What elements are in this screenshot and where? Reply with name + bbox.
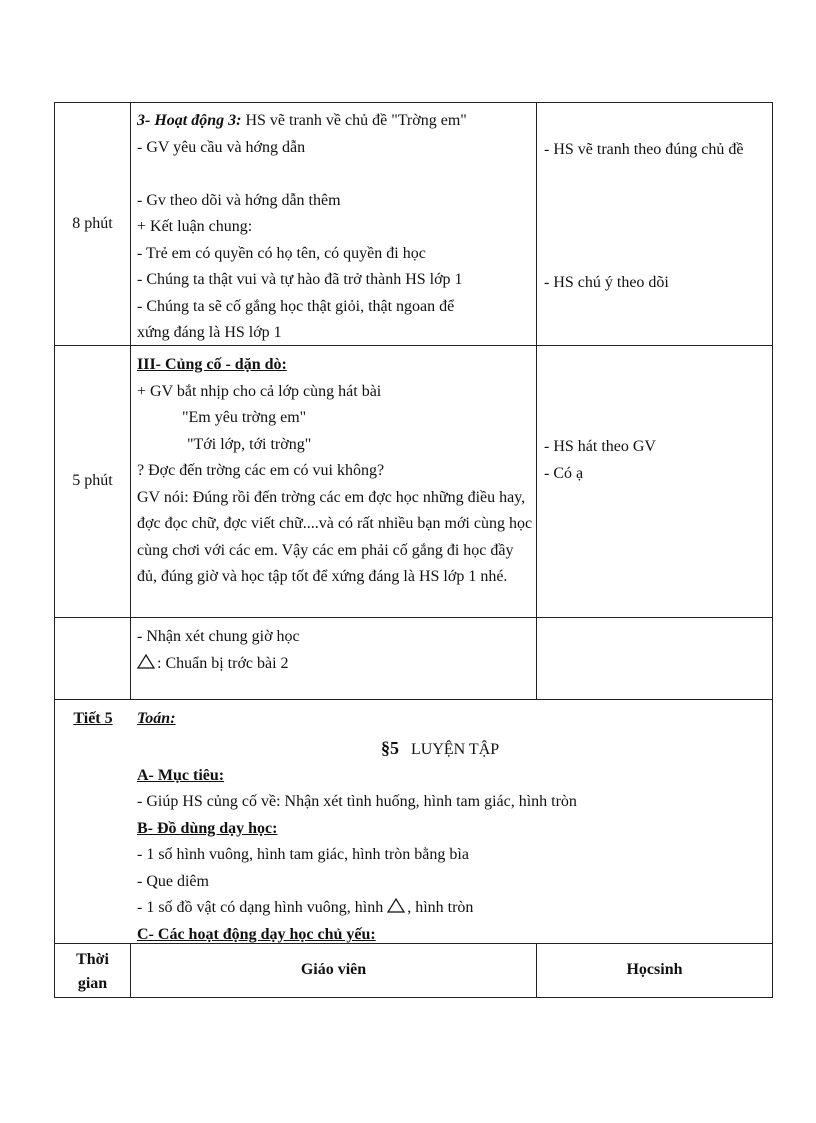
teacher-line: - Gv theo dõi và hớng dẫn thêm (137, 191, 341, 209)
section-symbol: §5 (381, 737, 399, 758)
teacher-line: + Kết luận chung: (137, 218, 253, 235)
row4-content (137, 706, 767, 943)
student-line: - HS chú ý theo dõi (544, 273, 669, 291)
teacher-line: - Chúng ta thật vui và tự hào đã trở thành HS lớp 1 (137, 271, 463, 288)
objectives-heading: A- Mục tiêu: (137, 766, 225, 784)
row2-time (55, 346, 130, 617)
rule-3 (54, 699, 773, 700)
teacher-line: ? Đợc đến trờng các em có vui không? (137, 462, 385, 479)
activities-heading: C- Các hoạt động dạy học chủ yếu: (137, 925, 376, 943)
vline-right (772, 102, 773, 997)
teacher-line: : Chuẩn bị trớc bài 2 (137, 651, 533, 678)
teacher-line: xứng đáng là HS lớp 1 (137, 324, 282, 341)
material-line: - 1 số hình vuông, hình tam giác, hình tròn bằng bìa (137, 846, 469, 863)
triangle-icon (387, 898, 405, 913)
time-label: 8 phút (72, 214, 113, 232)
triangle-icon (137, 654, 155, 669)
row1-time (55, 103, 130, 345)
row1-student (544, 137, 768, 342)
rule-bottom (54, 997, 773, 998)
rule-1 (54, 345, 773, 346)
objective-line: - Giúp HS củng cố về: Nhận xét tình huống, hình tam giác, hình tròn (137, 793, 577, 810)
lesson-title: §5 LUYỆN TẬP (381, 737, 500, 758)
section-heading: III- Củng cố - dặn dò: (137, 356, 287, 373)
vline-col2 (536, 102, 537, 699)
row2-student (544, 434, 768, 554)
materials-heading: B- Đồ dùng dạy học: (137, 819, 278, 837)
material-line: - 1 số đồ vật có dạng hình vuông, hình , hình tròn (137, 899, 474, 916)
student-line: - HS hát theo GV (544, 438, 656, 455)
activity-heading: 3- Hoạt động 3: HS vẽ tranh về chủ đề "Trờng em" (137, 112, 467, 129)
header-teacher: Giáo viên (300, 961, 367, 979)
song-title: "Em yêu trờng em" (182, 409, 307, 426)
subject-heading: Toán: (137, 710, 176, 727)
header-time: Thời gian (76, 951, 109, 992)
student-line: - Có ạ (544, 464, 584, 482)
material-line: - Que diêm (137, 872, 209, 890)
rule-top (54, 102, 773, 103)
teacher-line (137, 161, 533, 188)
student-line: - HS vẽ tranh theo đúng chủ đề (544, 141, 744, 158)
lesson-label: Tiết 5 (73, 710, 113, 727)
teacher-line: - Nhận xét chung giờ học (137, 628, 300, 645)
time-label: 5 phút (72, 472, 113, 490)
row3-teacher (137, 624, 533, 699)
teacher-line: - Trẻ em có quyền có họ tên, có quyền đi học (137, 244, 426, 262)
teacher-line: - Chúng ta sẽ cố gắng học thật giỏi, thật ngoan để (137, 297, 455, 315)
teacher-line: + GV bắt nhịp cho cả lớp cùng hát bài (137, 382, 382, 400)
rule-2 (54, 617, 773, 618)
row1-teacher (137, 108, 533, 345)
teacher-line: - GV yêu cầu và hớng dẫn (137, 138, 306, 156)
row2-teacher (137, 352, 533, 617)
song-title: "Tới lớp, tới trờng" (187, 435, 312, 453)
header-student: Họcsinh (626, 961, 683, 979)
teacher-paragraph: GV nói: Đúng rồi đến trờng các em đợc học những điều hay, đợc đọc chữ, đợc viết chữ....và có rất nhiều bạn mới cùng học cùng chơi với các em. Vậy các em phải cố gắng đi học đầy đủ, đúng giờ và học tập tốt để xứng đáng là HS lớp 1 nhé. (137, 488, 533, 585)
vline-col1 (130, 102, 131, 699)
